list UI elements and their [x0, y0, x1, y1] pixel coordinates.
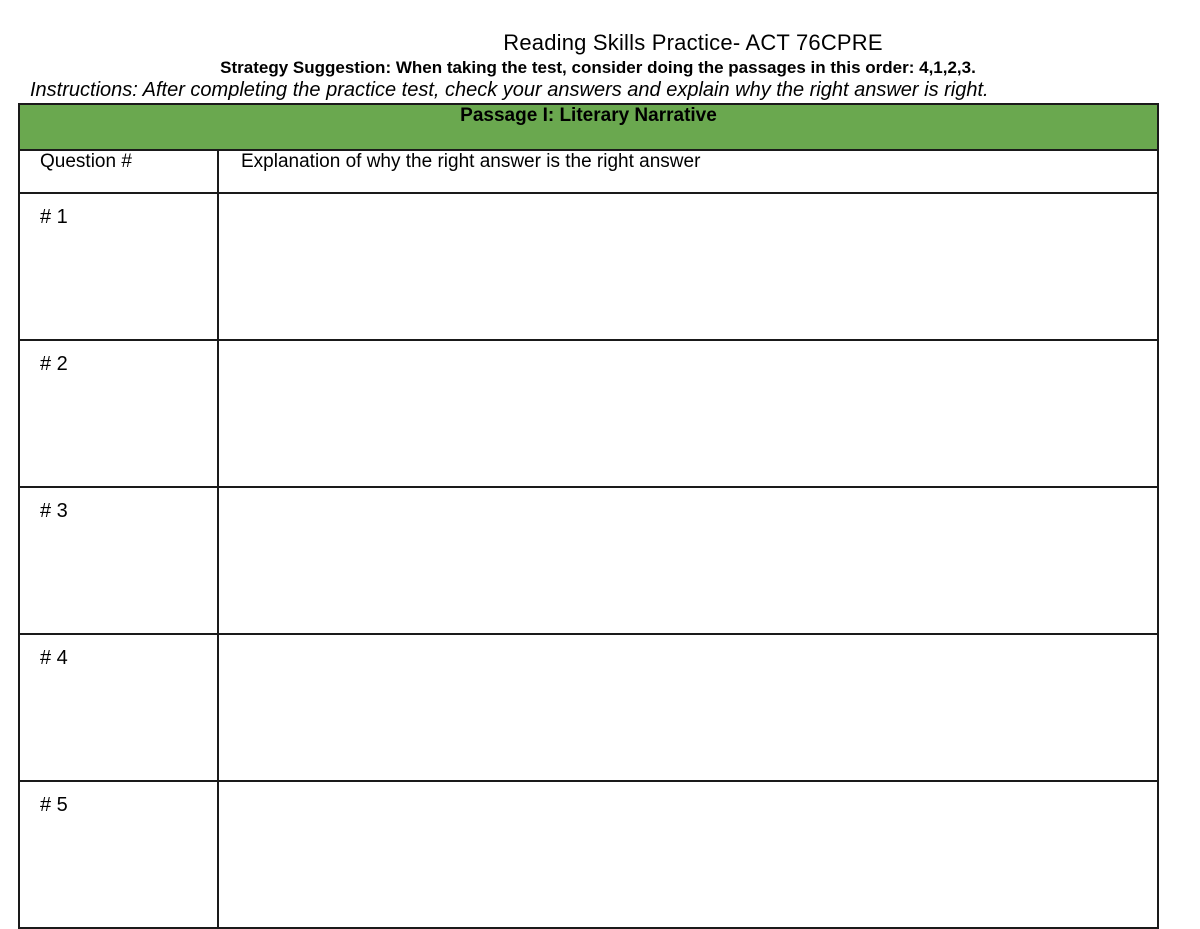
passage-header-row — [19, 104, 1158, 150]
question-number: # 3 — [19, 487, 218, 634]
column-header-row — [19, 150, 1158, 193]
table-row — [19, 634, 1158, 781]
table-row — [19, 193, 1158, 340]
question-number: # 5 — [19, 781, 218, 928]
explanation-cell[interactable] — [218, 634, 1158, 781]
page-title: Reading Skills Practice- ACT 76CPRE — [503, 30, 883, 55]
explanation-cell[interactable] — [218, 193, 1158, 340]
explanation-cell[interactable] — [218, 781, 1158, 928]
table-row — [19, 781, 1158, 928]
question-number: # 2 — [19, 340, 218, 487]
column-header-question: Question # — [19, 150, 218, 193]
answer-table — [18, 103, 1159, 929]
column-header-explanation: Explanation of why the right answer is the right answer — [218, 150, 1158, 193]
explanation-cell[interactable] — [218, 487, 1158, 634]
explanation-cell[interactable] — [218, 340, 1158, 487]
passage-title: Passage I: Literary Narrative — [19, 104, 1158, 150]
instructions-text: Instructions: After completing the practice test, check your answers and explain why the right answer is right. — [30, 79, 989, 101]
table-row — [19, 487, 1158, 634]
strategy-suggestion: Strategy Suggestion: When taking the test, consider doing the passages in this order: 4,1,2,3. — [220, 58, 976, 77]
table-row — [19, 340, 1158, 487]
question-number: # 1 — [19, 193, 218, 340]
question-number: # 4 — [19, 634, 218, 781]
